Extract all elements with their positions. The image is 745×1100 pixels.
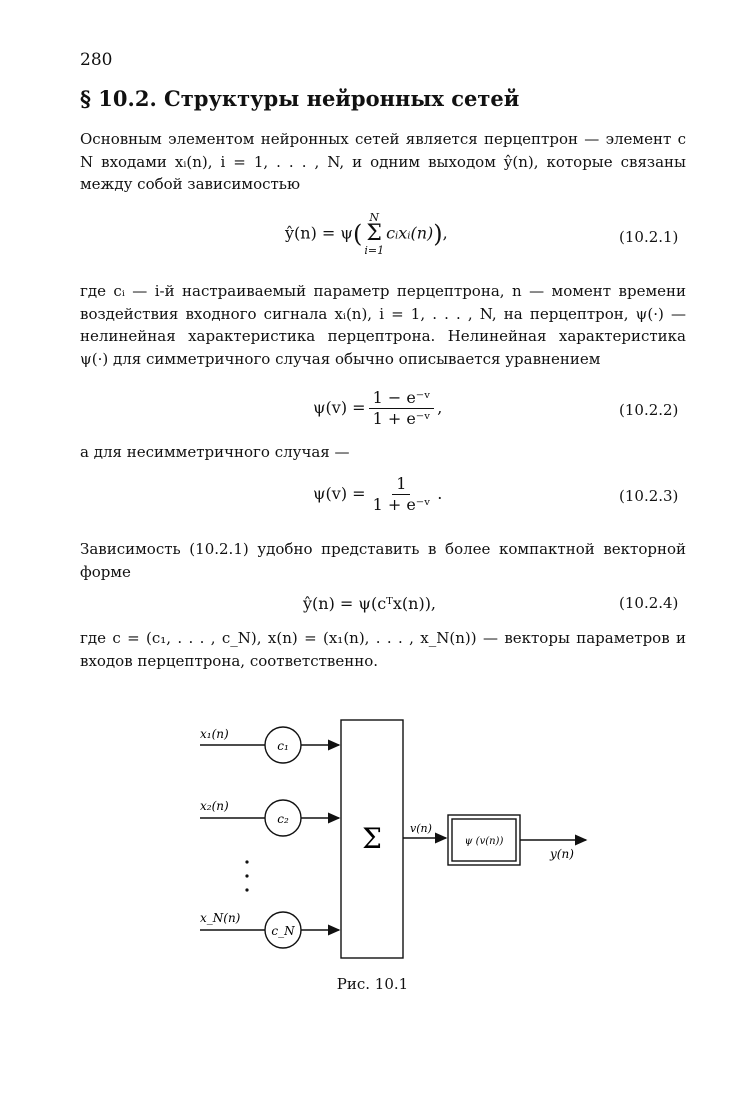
weight-label-1: c₁ <box>277 739 289 753</box>
equation-number-4: (10.2.4) <box>619 594 679 612</box>
sum-operator: N Σ i=1 <box>364 211 385 257</box>
paragraph-1: Основным элементом нейронных сетей является перцептрон — элемент с N входами xᵢ(n), i = 1, . . . , N, и одним выходом ŷ(n), которые связаны между собой зависимостью <box>80 130 686 193</box>
eq3-lhs: ψ(v) = <box>313 484 366 503</box>
paragraph-4: Зависимость (10.2.1) удобно представить в более компактной векторной форме <box>80 540 686 581</box>
weight-label-n: c_N <box>271 924 295 938</box>
equation-number-1: (10.2.1) <box>619 228 679 246</box>
equation-10-2-1: ŷ(n) = ψ( N Σ i=1 cᵢxᵢ(n)), <box>285 211 448 257</box>
eq3-fraction: $\frac{1}{\text{1 + e⁻ᵛ}}$ <box>372 474 431 514</box>
figure-caption: Рис. 10.1 <box>336 975 409 993</box>
equation-10-2-2: ψ(v) = $\frac{\text{1 − e⁻ᵛ}}{\text{1 + e⁻ᵛ}}$ , <box>313 388 443 428</box>
section-title: § 10.2. Структуры нейронных сетей <box>80 86 520 111</box>
equation-10-2-3: ψ(v) = $\frac{1}{\text{1 + e⁻ᵛ}}$ . <box>313 474 443 514</box>
paragraph-2: где cᵢ — i-й настраиваемый параметр перцептрона, n — момент времени воздействия входного сигнала xᵢ(n), i = 1, . . . , N, на перцептрон, ψ(·) — нелинейная характеристика перцептрона. Нелинейная характеристика ψ(·) для симметричного случая обычно описывается уравнением <box>80 282 686 368</box>
weight-label-2: c₂ <box>277 812 289 826</box>
eq1-body: cᵢxᵢ(n) <box>386 223 434 243</box>
equation-10-2-4: ŷ(n) = ψ(cᵀx(n)), <box>303 594 437 613</box>
eq2-fraction: $\frac{\text{1 − e⁻ᵛ}}{\text{1 + e⁻ᵛ}}$ <box>369 388 435 429</box>
eq2-lhs: ψ(v) = <box>313 398 366 417</box>
ellipsis-dots <box>245 860 248 891</box>
sigma-symbol: Σ <box>362 822 382 855</box>
paragraph-5: где c = (c₁, . . . , c_N), x(n) = (x₁(n), . . . , x_N(n)) — векторы параметров и входов перцептрона, соответственно. <box>80 629 686 670</box>
equation-number-3: (10.2.3) <box>619 487 679 505</box>
sum-output-label: v(n) <box>410 822 432 835</box>
input-label-1: x₁(n) <box>200 727 229 741</box>
input-label-2: x₂(n) <box>200 799 229 813</box>
paragraph-3: а для несимметричного случая — <box>80 443 350 461</box>
input-label-n: x_N(n) <box>200 911 241 925</box>
activation-label: ψ (v(n)) <box>464 836 504 847</box>
eq1-lhs: ŷ(n) = ψ <box>285 223 353 243</box>
equation-number-2: (10.2.2) <box>619 401 679 419</box>
output-label: y(n) <box>550 847 574 861</box>
page-number: 280 <box>80 50 113 70</box>
